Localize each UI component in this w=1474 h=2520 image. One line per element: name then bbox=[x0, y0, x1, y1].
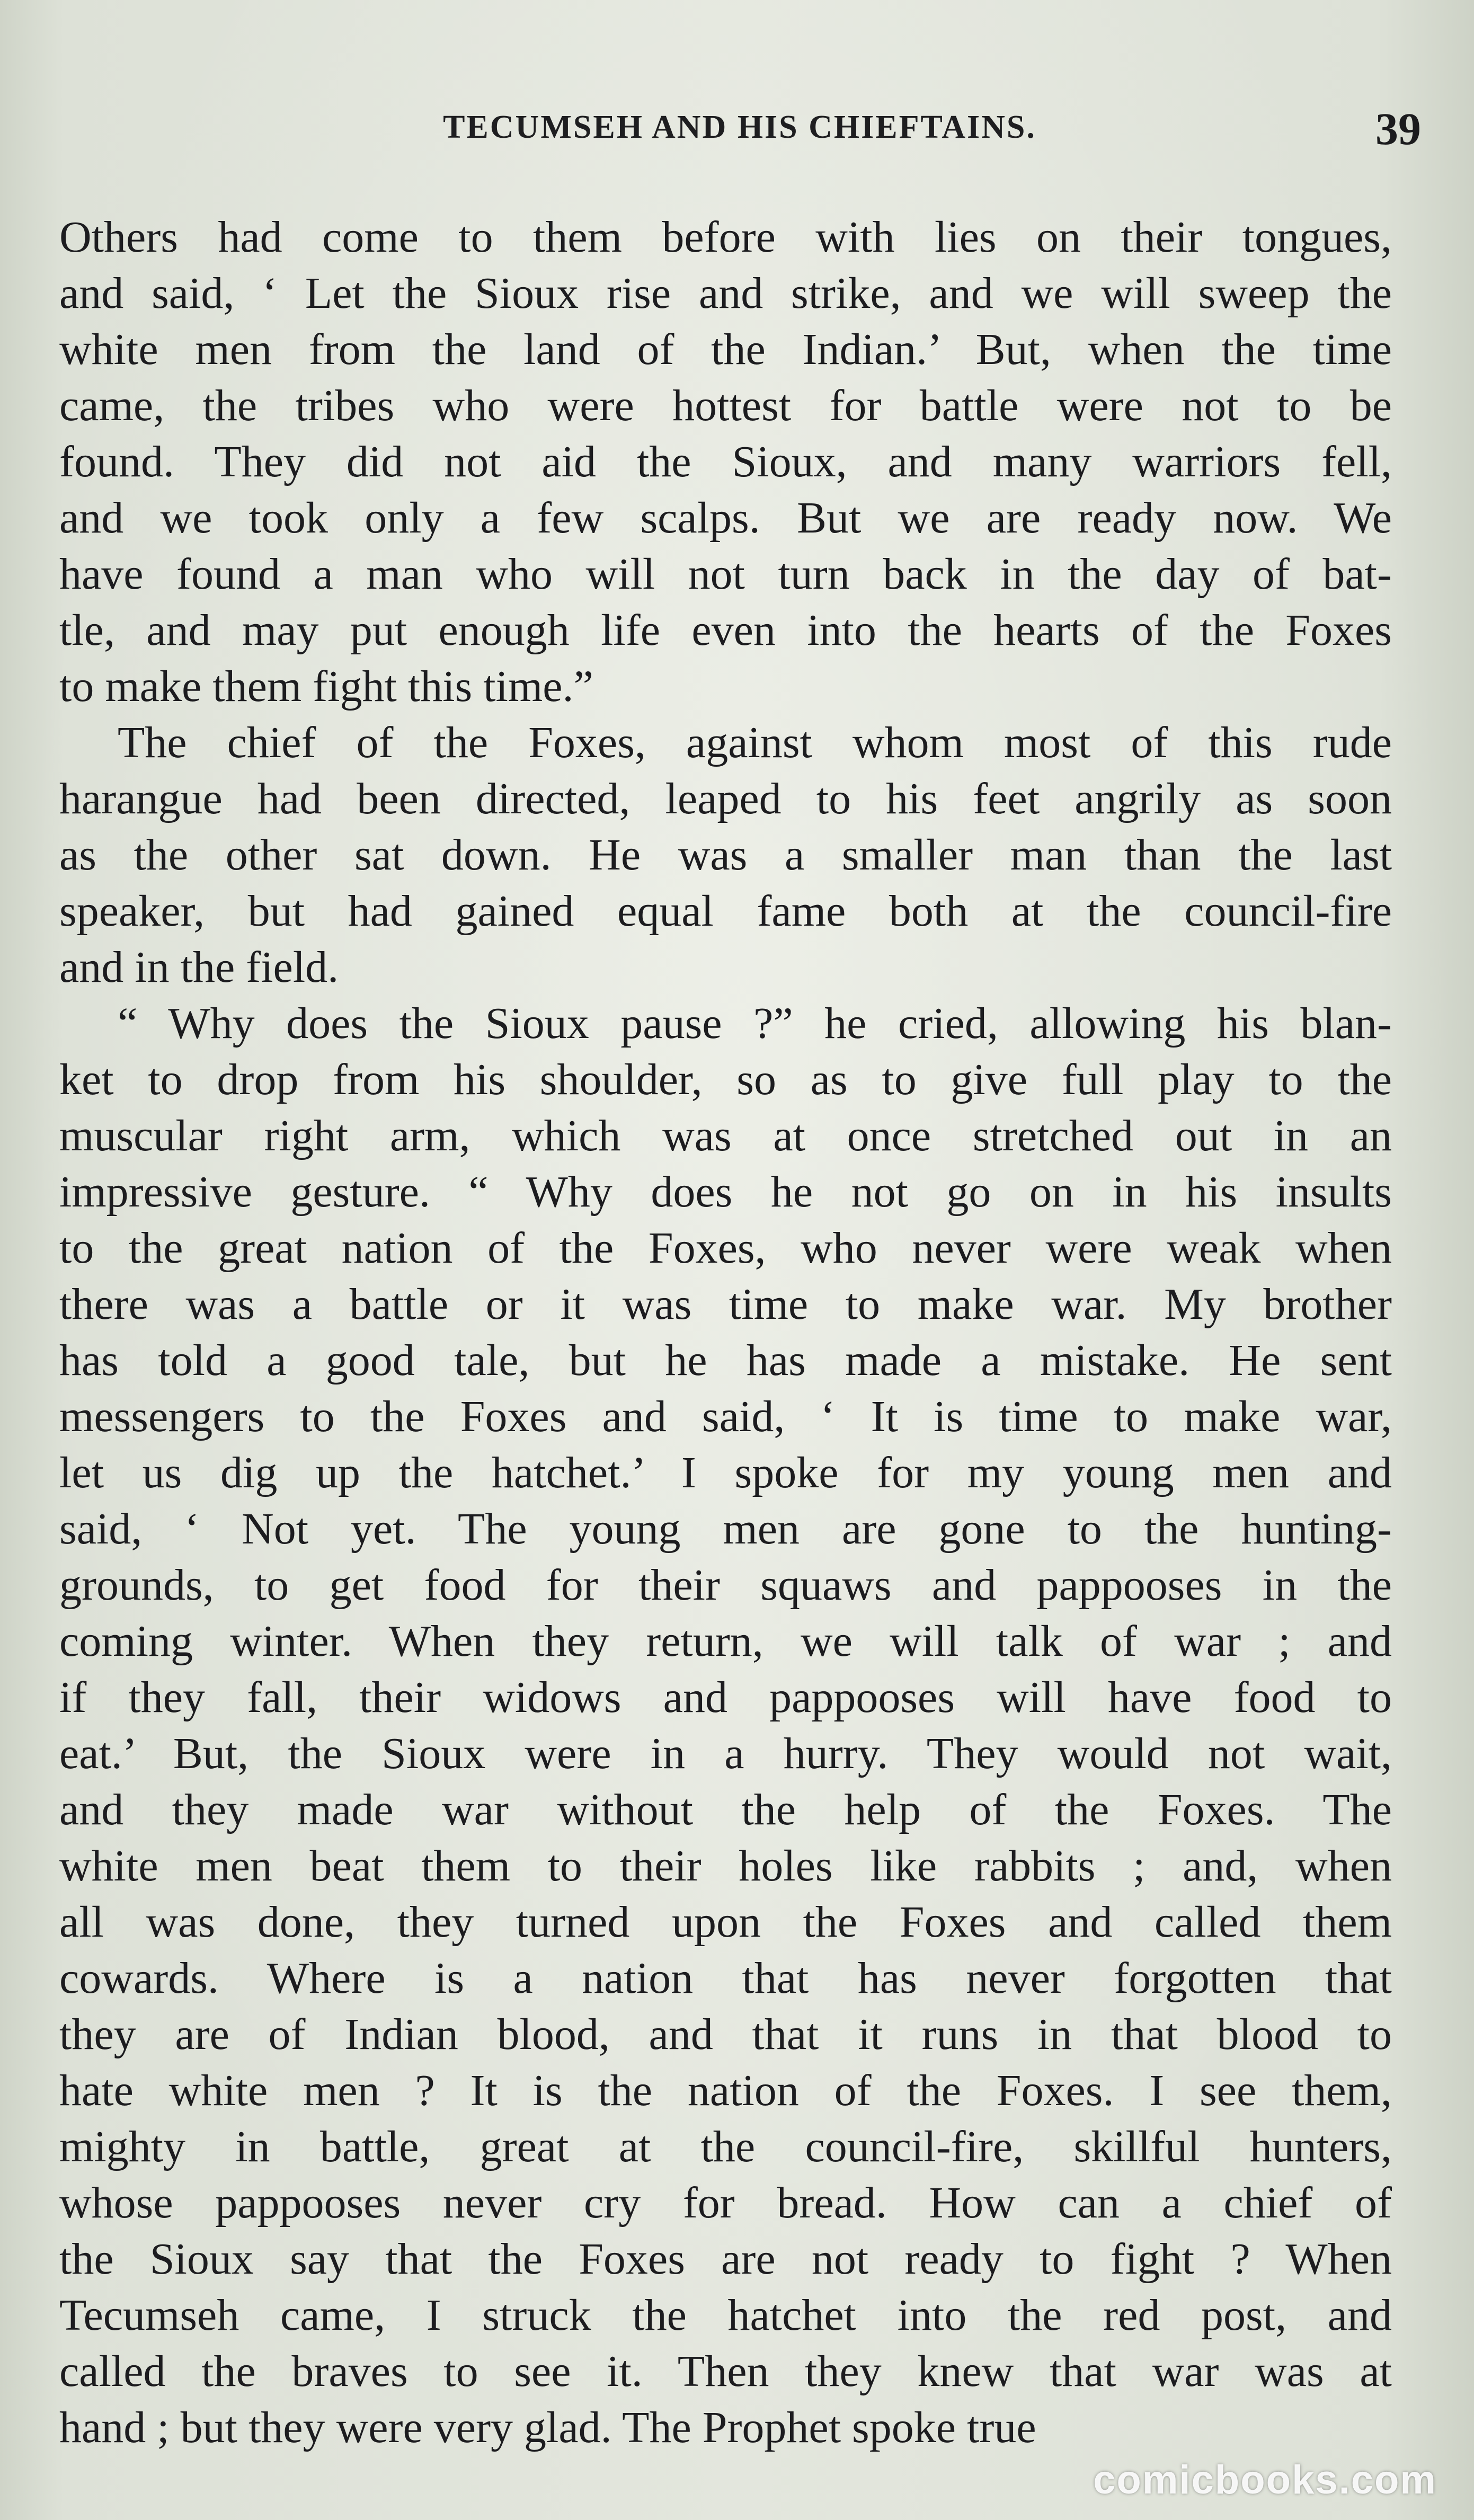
text-line: tle, and may put enough life even into the hearts of the Foxes bbox=[59, 606, 1392, 655]
text-line: white men beat them to their holes like rabbits ; and, when bbox=[59, 1841, 1392, 1891]
page-number: 39 bbox=[1375, 103, 1421, 154]
text-line: impressive gesture. “ Why does he not go on in his insults bbox=[59, 1167, 1392, 1217]
text-line: and they made war without the help of the Foxes. The bbox=[59, 1785, 1392, 1834]
text-line: and said, ‘ Let the Sioux rise and strike, and we will sweep the bbox=[59, 269, 1392, 318]
paragraph bbox=[59, 209, 1392, 715]
text-line: harangue had been directed, leaped to his feet angrily as soon bbox=[59, 774, 1392, 823]
text-line: and in the field. bbox=[59, 943, 339, 992]
text-line: if they fall, their widows and pappooses will have food to bbox=[59, 1673, 1392, 1722]
page-header bbox=[58, 93, 1421, 162]
text-line: cowards. Where is a nation that has never forgotten that bbox=[59, 1954, 1392, 2003]
text-line: the Sioux say that the Foxes are not ready to fight ? When bbox=[59, 2234, 1392, 2284]
text-line: hand ; but they were very glad. The Prophet spoke true bbox=[59, 2403, 1036, 2452]
text-line: muscular right arm, which was at once stretched out in an bbox=[59, 1111, 1392, 1160]
text-line: white men from the land of the Indian.’ But, when the time bbox=[59, 325, 1392, 374]
text-line: and we took only a few scalps. But we are ready now. We bbox=[59, 493, 1392, 543]
body-text bbox=[59, 209, 1392, 2456]
text-line: called the braves to see it. Then they knew that war was at bbox=[59, 2347, 1392, 2396]
text-line: let us dig up the hatchet.’ I spoke for my young men and bbox=[59, 1448, 1392, 1497]
watermark: comicbooks.com bbox=[1093, 2457, 1437, 2503]
text-line: messengers to the Foxes and said, ‘ It is time to make war, bbox=[59, 1392, 1392, 1441]
text-line: as the other sat down. He was a smaller man than the last bbox=[59, 830, 1392, 880]
text-line: “ Why does the Sioux pause ?” he cried, allowing his blan- bbox=[118, 999, 1392, 1048]
text-line: coming winter. When they return, we will talk of war ; and bbox=[59, 1617, 1392, 1666]
running-head: TECUMSEH AND HIS CHIEFTAINS. bbox=[443, 109, 1036, 145]
text-line: speaker, but had gained equal fame both at the council-fire bbox=[59, 886, 1392, 936]
text-line: have found a man who will not turn back in the day of bat- bbox=[59, 549, 1392, 599]
text-line: all was done, they turned upon the Foxes and called them bbox=[59, 1897, 1392, 1947]
text-line: hate white men ? It is the nation of the Foxes. I see them, bbox=[59, 2066, 1392, 2115]
text-line: there was a battle or it was time to make war. My brother bbox=[59, 1280, 1392, 1329]
text-line: ket to drop from his shoulder, so as to give full play to the bbox=[59, 1055, 1392, 1104]
text-line: grounds, to get food for their squaws and pappooses in the bbox=[59, 1560, 1392, 1610]
text-line: Tecumseh came, I struck the hatchet into the red post, and bbox=[59, 2291, 1392, 2340]
text-line: Others had come to them before with lies on their tongues, bbox=[59, 212, 1392, 262]
text-line: said, ‘ Not yet. The young men are gone to the hunting- bbox=[59, 1504, 1392, 1554]
text-line: to the great nation of the Foxes, who never were weak when bbox=[59, 1223, 1392, 1273]
text-line: to make them fight this time.” bbox=[59, 662, 593, 711]
text-line: The chief of the Foxes, against whom most of this rude bbox=[118, 718, 1392, 767]
text-line: found. They did not aid the Sioux, and many warriors fell, bbox=[59, 437, 1392, 486]
text-line: has told a good tale, but he has made a mistake. He sent bbox=[59, 1336, 1392, 1385]
text-line: eat.’ But, the Sioux were in a hurry. They would not wait, bbox=[59, 1729, 1392, 1778]
text-line: whose pappooses never cry for bread. How can a chief of bbox=[59, 2178, 1392, 2228]
paragraph bbox=[59, 996, 1392, 2456]
text-line: mighty in battle, great at the council-fire, skillful hunters, bbox=[59, 2122, 1392, 2171]
text-line: they are of Indian blood, and that it runs in that blood to bbox=[59, 2010, 1392, 2059]
text-line: came, the tribes who were hottest for battle were not to be bbox=[59, 381, 1392, 430]
paragraph bbox=[59, 715, 1392, 996]
